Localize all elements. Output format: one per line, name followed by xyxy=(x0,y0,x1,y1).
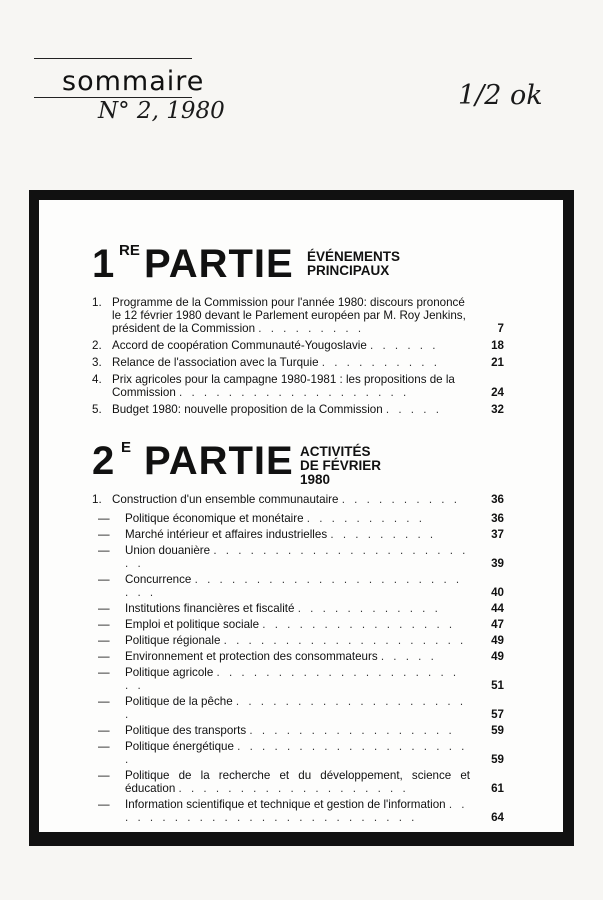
toc-subentry[interactable] xyxy=(92,724,504,737)
entry-title: Construction d'un ensemble communautaire xyxy=(112,493,339,506)
leader-dots: . . . . . . . . . xyxy=(330,528,437,541)
toc-entry[interactable] xyxy=(92,373,504,399)
toc-subentry[interactable] xyxy=(92,573,504,599)
entry-title: Institutions financières et fiscalité xyxy=(125,602,295,615)
part-word: PARTIE xyxy=(144,242,294,286)
leader-dots: . . . . . xyxy=(385,403,442,416)
leader-dots: . . . . . . . . . . . . . . . . . . . . xyxy=(223,634,467,647)
toc-entry[interactable] xyxy=(92,493,504,506)
toc-subentry[interactable] xyxy=(92,544,504,570)
part-number: 2 xyxy=(92,439,115,483)
entry-number: 3. xyxy=(92,356,102,369)
toc-subentry[interactable] xyxy=(92,528,504,541)
part-1-heading xyxy=(92,244,412,284)
entry-title: Politique des transports xyxy=(125,724,247,737)
entry-title: Concurrence xyxy=(125,573,192,586)
leader-dots: . . . . . . . . . . . . . . . . . . . . . . . . . . xyxy=(125,798,468,824)
entry-title: Emploi et politique sociale xyxy=(125,618,260,631)
entry-page: 40 xyxy=(491,586,504,599)
entry-title: Politique de la pêche xyxy=(125,695,233,708)
toc-entry[interactable] xyxy=(92,296,504,335)
entry-title: Environnement et protection des consommateurs xyxy=(125,650,378,663)
entry-number: 5. xyxy=(92,403,102,416)
entry-dash: — xyxy=(98,618,110,631)
entry-page: 64 xyxy=(491,811,504,824)
entry-title: Politique de la recherche et du développement, science et éducation xyxy=(125,769,470,795)
leader-dots: . . . . . . . . . . . . . . . . xyxy=(262,618,456,631)
part-2-list xyxy=(92,493,504,824)
toc-subentry[interactable] xyxy=(92,695,504,721)
part-1-list xyxy=(92,296,504,416)
leader-dots: . . . . . . . . . . . . . . . . . . . . . . xyxy=(125,666,460,692)
toc-subentry[interactable] xyxy=(92,634,504,647)
leader-dots: . . . . . . . . . . . . . . . . . . . . . . . . . xyxy=(125,573,463,599)
leader-dots: . . . . . xyxy=(380,650,437,663)
entry-title: Politique régionale xyxy=(125,634,221,647)
header-rule-top xyxy=(34,58,192,59)
entry-page: 44 xyxy=(491,602,504,615)
leader-dots: . . . . . . . . . . . . . . . . . . . xyxy=(179,386,410,399)
leader-dots: . . . . . . . . . . . . . . . . . . . . xyxy=(125,695,467,721)
entry-number: 1. xyxy=(92,296,102,309)
entry-title: Politique énergétique xyxy=(125,740,234,753)
entry-page: 49 xyxy=(491,650,504,663)
entry-page: 36 xyxy=(491,493,504,506)
part-subtitle-1: ÉVÉNEMENTS xyxy=(307,249,401,264)
leader-dots: . . . . . . . . . . . . . . . . . xyxy=(249,724,455,737)
entry-title: Politique économique et monétaire xyxy=(125,512,304,525)
leader-dots: . . . . . . . . . . . . . . . . . . . . xyxy=(125,740,468,766)
handwritten-note: 1/2 ok xyxy=(458,80,543,111)
part-subtitle-1: ACTIVITÉS xyxy=(300,444,371,459)
entry-dash: — xyxy=(98,634,110,647)
entry-title: Information scientifique et technique et gestion de l'information xyxy=(125,798,446,811)
entry-page: 49 xyxy=(491,634,504,647)
entry-number: 1. xyxy=(92,493,102,506)
entry-dash: — xyxy=(98,740,110,753)
toc-subentry[interactable] xyxy=(92,798,504,824)
leader-dots: . . . . . . . . . . . . . . . . . . . . . . . xyxy=(125,544,469,570)
leader-dots: . . . . . . . . . . . . . . . . . . . xyxy=(178,782,409,795)
entry-dash: — xyxy=(98,573,110,586)
entry-dash: — xyxy=(98,769,110,782)
part-subtitle-2: PRINCIPAUX xyxy=(307,263,390,278)
leader-dots: . . . . . . xyxy=(370,339,439,352)
entry-page: 36 xyxy=(491,512,504,525)
part-2-heading xyxy=(92,439,412,487)
toc-subentry[interactable] xyxy=(92,740,504,766)
toc-subentry[interactable] xyxy=(92,650,504,663)
part-word: PARTIE xyxy=(144,439,294,483)
leader-dots: . . . . . . . . . . . . xyxy=(297,602,441,615)
entry-title: Relance de l'association avec la Turquie xyxy=(112,356,319,369)
leader-dots: . . . . . . . . . xyxy=(258,322,365,335)
page-title: sommaire xyxy=(62,66,205,97)
part-number: 1 xyxy=(92,242,115,286)
entry-page: 59 xyxy=(491,724,504,737)
entry-page: 32 xyxy=(491,403,504,416)
entry-dash: — xyxy=(98,724,110,737)
entry-number: 2. xyxy=(92,339,102,352)
entry-dash: — xyxy=(98,798,110,811)
part-ordinal: RE xyxy=(119,242,140,259)
handwritten-issue-number: N° 2, 1980 xyxy=(98,98,225,124)
entry-page: 59 xyxy=(491,753,504,766)
entry-title: Union douanière xyxy=(125,544,211,557)
entry-title: Prix agricoles pour la campagne 1980-1981 : les propositions de la Commission xyxy=(112,373,455,399)
entry-dash: — xyxy=(98,528,110,541)
toc-entry[interactable] xyxy=(92,339,504,352)
entry-number: 4. xyxy=(92,373,102,386)
toc-subentry[interactable] xyxy=(92,666,504,692)
entry-title: Politique agricole xyxy=(125,666,214,679)
entry-page: 47 xyxy=(491,618,504,631)
entry-title: Accord de coopération Communauté-Yougoslavie xyxy=(112,339,367,352)
part-ordinal: E xyxy=(121,439,132,456)
entry-page: 24 xyxy=(491,386,504,399)
leader-dots: . . . . . . . . . . xyxy=(341,493,460,506)
entry-dash: — xyxy=(98,512,110,525)
entry-title: Marché intérieur et affaires industrielles xyxy=(125,528,328,541)
entry-dash: — xyxy=(98,650,110,663)
entry-page: 39 xyxy=(491,557,504,570)
leader-dots: . . . . . . . . . . xyxy=(306,512,425,525)
entry-page: 37 xyxy=(491,528,504,541)
entry-dash: — xyxy=(98,695,110,708)
toc-subentry[interactable] xyxy=(92,769,504,795)
entry-dash: — xyxy=(98,666,110,679)
entry-page: 51 xyxy=(491,679,504,692)
leader-dots: . . . . . . . . . . xyxy=(321,356,440,369)
toc-subentry[interactable] xyxy=(92,512,504,525)
toc-subentry[interactable] xyxy=(92,602,504,615)
entry-dash: — xyxy=(98,602,110,615)
entry-page: 18 xyxy=(491,339,504,352)
entry-title: Programme de la Commission pour l'année 1980: discours prononcé le 12 février 1980 devant le Parlement européen par M. Roy Jenkins, président de la Commission xyxy=(112,296,466,335)
entry-page: 61 xyxy=(491,782,504,795)
part-subtitle-2: DE FÉVRIER 1980 xyxy=(300,458,382,487)
entry-title: Budget 1980: nouvelle proposition de la Commission xyxy=(112,403,383,416)
entry-page: 7 xyxy=(497,322,504,335)
entry-page: 21 xyxy=(491,356,504,369)
entry-dash: — xyxy=(98,544,110,557)
toc-entry[interactable] xyxy=(92,356,504,369)
entry-page: 57 xyxy=(491,708,504,721)
toc-entry[interactable] xyxy=(92,403,504,416)
toc-subentry[interactable] xyxy=(92,618,504,631)
